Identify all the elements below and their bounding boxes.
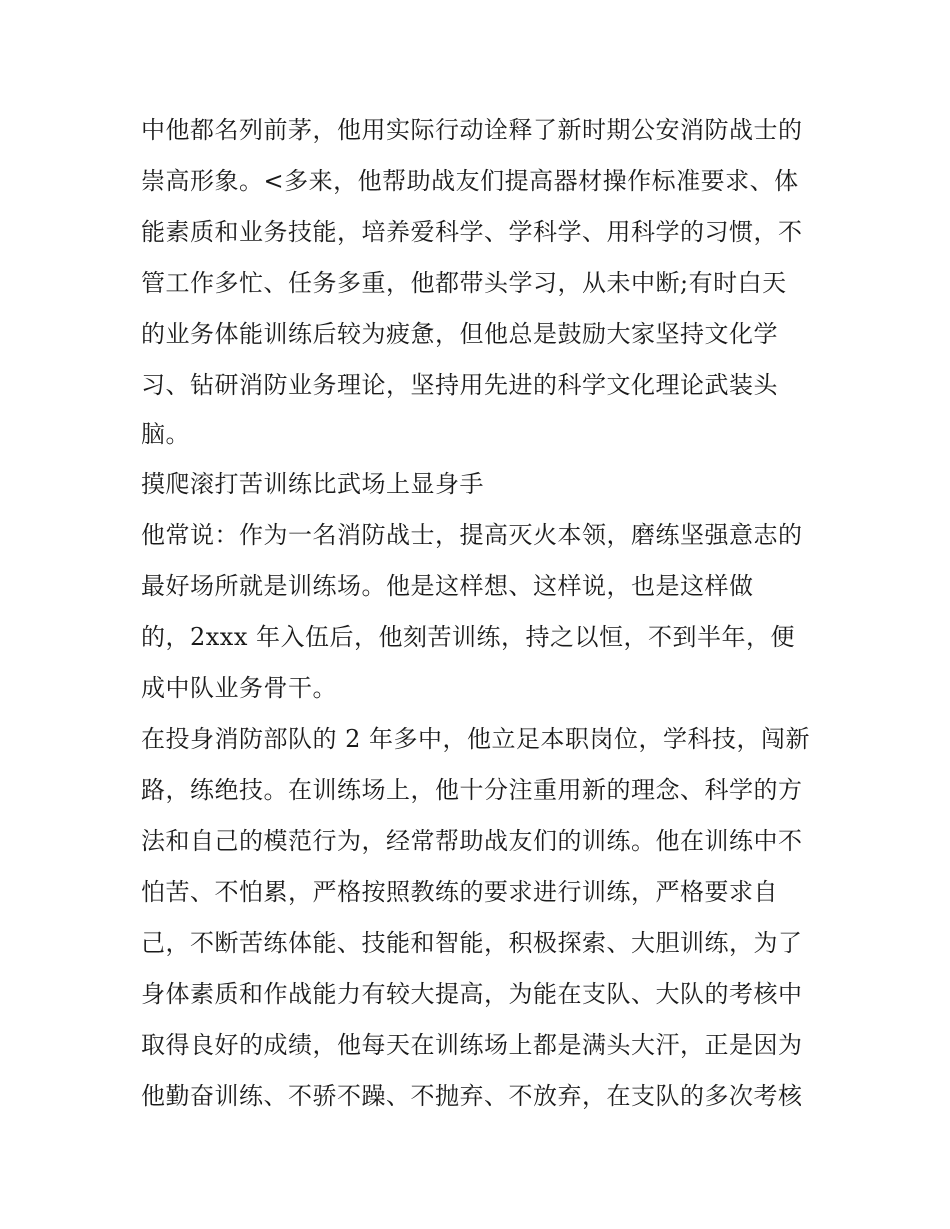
text-line: 己，不断苦练体能、技能和智能，积极探索、大胆训练，为了 bbox=[141, 929, 803, 957]
text-line: 身体素质和作战能力有较大提高，为能在支队、大队的考核中 bbox=[141, 980, 803, 1008]
text-line: 管工作多忙、任务多重，他都带头学习，从未中断;有时白天 bbox=[141, 269, 787, 297]
text-line: 崇高形象。<多来，他帮助战友们提高器材操作标准要求、体 bbox=[141, 167, 799, 195]
text-line: 中他都名列前茅，他用实际行动诠释了新时期公安消防战士的 bbox=[141, 116, 803, 144]
text-line: 的业务体能训练后较为疲惫，但他总是鼓励大家坚持文化学 bbox=[141, 320, 778, 348]
text-line: 在投身消防部队的 2 年多中，他立足本职岗位，学科技，闯新 bbox=[141, 725, 811, 753]
section-heading: 摸爬滚打苦训练比武场上显身手 bbox=[141, 470, 484, 498]
text-line: 路，练绝技。在训练场上，他十分注重用新的理念、科学的方 bbox=[141, 776, 803, 804]
text-line: 怕苦、不怕累，严格按照教练的要求进行训练，严格要求自 bbox=[141, 878, 778, 906]
text-line: 习、钻研消防业务理论，坚持用先进的科学文化理论武装头 bbox=[141, 371, 778, 399]
text-line: 成中队业务骨干。 bbox=[141, 674, 337, 702]
text-line: 他勤奋训练、不骄不躁、不抛弃、不放弃，在支队的多次考核 bbox=[141, 1082, 803, 1110]
text-line: 取得良好的成绩，他每天在训练场上都是满头大汗，正是因为 bbox=[141, 1031, 803, 1059]
text-line: 最好场所就是训练场。他是这样想、这样说，也是这样做 bbox=[141, 572, 754, 600]
text-line: 法和自己的模范行为，经常帮助战友们的训练。他在训练中不 bbox=[141, 827, 803, 855]
text-line: 能素质和业务技能，培养爱科学、学科学、用科学的习惯，不 bbox=[141, 218, 803, 246]
text-line: 脑。 bbox=[141, 420, 190, 448]
text-line: 的，2xxx 年入伍后，他刻苦训练，持之以恒，不到半年，便 bbox=[141, 623, 796, 651]
text-line: 他常说：作为一名消防战士，提高灭火本领，磨练坚强意志的 bbox=[141, 521, 803, 549]
